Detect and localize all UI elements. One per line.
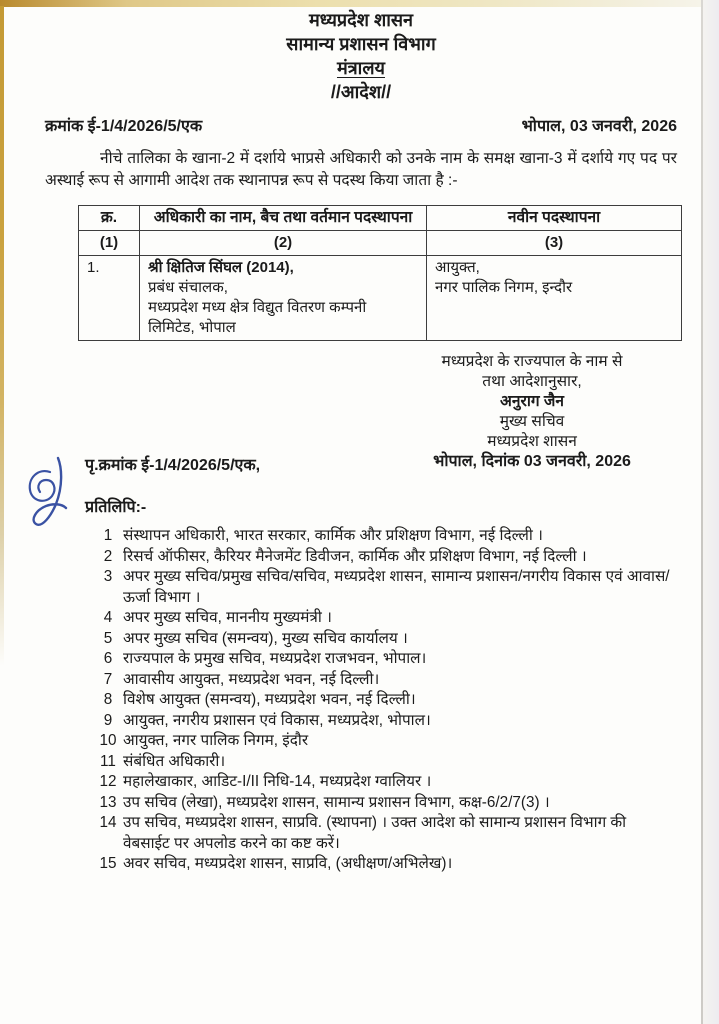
signatory-designation: मुख्य सचिव: [499, 413, 565, 430]
department-title: सामान्य प्रशासन विभाग: [286, 34, 436, 54]
order-number: क्रमांक ई-1/4/2026/5/एक: [45, 118, 203, 135]
item-number: 1: [103, 527, 113, 544]
list-item: [98, 793, 676, 814]
item-number: 8: [103, 691, 113, 708]
list-item: [98, 670, 676, 691]
item-number: 12: [99, 773, 117, 790]
posting-line1: आयुक्त,: [435, 259, 480, 276]
item-text: राज्यपाल के प्रमुख सचिव, मध्यप्रदेश राजभवन, भोपाल।: [123, 650, 427, 667]
header-new-posting: नवीन पदस्थापना: [427, 206, 682, 231]
list-item: [98, 772, 676, 793]
officer-company-line1: मध्यप्रदेश मध्य क्षेत्र विद्युत वितरण कम्पनी: [148, 299, 367, 316]
item-text: विशेष आयुक्त (समन्वय), मध्यप्रदेश भवन, नई दिल्ली।: [123, 691, 416, 708]
item-number: 9: [103, 711, 113, 729]
colnum-2: (2): [140, 231, 427, 256]
item-text: उप सचिव, मध्यप्रदेश शासन, साप्रवि. (स्थापना) । उक्त आदेश को सामान्य प्रशासन विभाग की वेबसाईट पर अपलोड करने का कष्ट करें।: [123, 814, 627, 852]
item-number: 6: [103, 650, 113, 667]
list-item: [98, 547, 676, 568]
list-item: [98, 526, 676, 547]
item-number: 3: [103, 568, 113, 585]
handwritten-initials-signature: [20, 452, 82, 536]
photo-edge-right: [703, 0, 719, 1024]
photo-edge-top: [0, 0, 705, 7]
order-body-paragraph: नीचे तालिका के खाना-2 में दर्शाये भाप्रसे अधिकारी को उनके नाम के समक्ष खाना-3 में दर्शाये गए पद पर अस्थाई रूप से आगामी आदेश तक स्थानापन्न रूप से पदस्थ किया जाता है :-: [45, 150, 677, 189]
order-place-date: भोपाल, 03 जनवरी, 2026: [521, 118, 677, 135]
list-item: [98, 649, 676, 670]
header-sno: क्र.: [79, 206, 140, 231]
item-number: 2: [103, 547, 113, 565]
paper-edge-line: [701, 0, 703, 1024]
cell-new-posting: [427, 256, 682, 341]
item-text: अपर मुख्य सचिव/प्रमुख सचिव/सचिव, मध्यप्रदेश शासन, सामान्य प्रशासन/नगरीय विकास एवं आवास/ऊर्जा विभाग ।: [123, 568, 670, 606]
signatory-name: अनुराग जैन: [500, 393, 564, 410]
list-item: [98, 690, 676, 711]
list-item: [98, 567, 676, 608]
item-text: संस्थापन अधिकारी, भारत सरकार, कार्मिक और प्रशिक्षण विभाग, नई दिल्ली ।: [123, 527, 543, 544]
header-officer: अधिकारी का नाम, बैच तथा वर्तमान पदस्थापना: [140, 206, 427, 231]
list-item: [98, 731, 676, 752]
list-item: [98, 608, 676, 629]
copy-to-label: प्रतिलिपि:-: [85, 499, 147, 516]
item-text: अपर मुख्य सचिव (समन्वय), मुख्य सचिव कार्यालय ।: [123, 629, 408, 647]
item-number: 14: [99, 814, 117, 831]
posting-table: [78, 205, 682, 341]
item-text: रिसर्च ऑफीसर, कैरियर मैनेजमेंट डिवीजन, कार्मिक और प्रशिक्षण विभाग, नई दिल्ली ।: [123, 547, 587, 565]
item-number: 7: [103, 670, 113, 688]
ministry-title-text: मंत्रालय: [336, 58, 385, 78]
list-item: [98, 711, 676, 732]
item-text: संबंधित अधिकारी।: [123, 752, 226, 770]
officer-designation: प्रबंध संचालक,: [148, 279, 228, 296]
photo-edge-left: [0, 6, 4, 666]
endorsement-ref-number: पृ.क्रमांक ई-1/4/2026/5/एक,: [85, 457, 261, 474]
list-item: [98, 854, 676, 875]
colnum-3: (3): [427, 231, 682, 256]
document-content: [45, 8, 677, 875]
officer-name: श्री क्षितिज सिंघल (2014),: [148, 259, 294, 276]
officer-company-line2: लिमिटेड, भोपाल: [148, 319, 236, 336]
table-header-row: [79, 206, 682, 231]
column-number-row: [79, 231, 682, 256]
item-text: आयुक्त, नगर पालिक निगम, इंदौर: [123, 732, 309, 749]
cell-officer: [140, 256, 427, 341]
cell-sno: 1.: [79, 256, 140, 341]
item-number: 4: [103, 609, 113, 626]
sig-by-order-line1: मध्यप्रदेश के राज्यपाल के नाम से: [441, 353, 623, 370]
order-title: //आदेश//: [330, 82, 392, 102]
org-title: मध्यप्रदेश शासन: [308, 10, 414, 30]
colnum-1: (1): [79, 231, 140, 256]
list-item: [98, 629, 676, 650]
item-number: 15: [99, 855, 117, 872]
item-text: उप सचिव (लेखा), मध्यप्रदेश शासन, सामान्य प्रशासन विभाग, कक्ष-6/2/7(3) ।: [123, 793, 550, 811]
list-item: [98, 752, 676, 773]
posting-line2: नगर पालिक निगम, इन्दौर: [435, 279, 573, 296]
ministry-title: [45, 56, 677, 80]
table-row: [79, 256, 682, 341]
signature-place-date: भोपाल, दिनांक 03 जनवरी, 2026: [433, 453, 631, 470]
item-text: आयुक्त, नगरीय प्रशासन एवं विकास, मध्यप्रदेश, भोपाल।: [123, 711, 431, 729]
item-text: अपर मुख्य सचिव, माननीय मुख्यमंत्री ।: [123, 609, 332, 626]
item-number: 11: [100, 752, 116, 770]
item-text: महालेखाकार, आडिट-I/II निधि-14, मध्यप्रदेश ग्वालियर ।: [123, 773, 432, 790]
sig-by-order-line2: तथा आदेशानुसार,: [482, 373, 582, 390]
item-text: आवासीय आयुक्त, मध्यप्रदेश भवन, नई दिल्ली।: [123, 670, 380, 688]
item-text: अवर सचिव, मध्यप्रदेश शासन, साप्रवि, (अधीक्षण/अभिलेख)।: [123, 855, 453, 872]
list-item: [98, 813, 676, 854]
copy-recipient-list: [98, 526, 676, 875]
reference-row: [45, 114, 677, 136]
item-number: 10: [99, 732, 117, 749]
item-number: 13: [99, 793, 117, 811]
item-number: 5: [103, 629, 113, 647]
signatory-org: मध्यप्रदेश शासन: [487, 433, 577, 450]
